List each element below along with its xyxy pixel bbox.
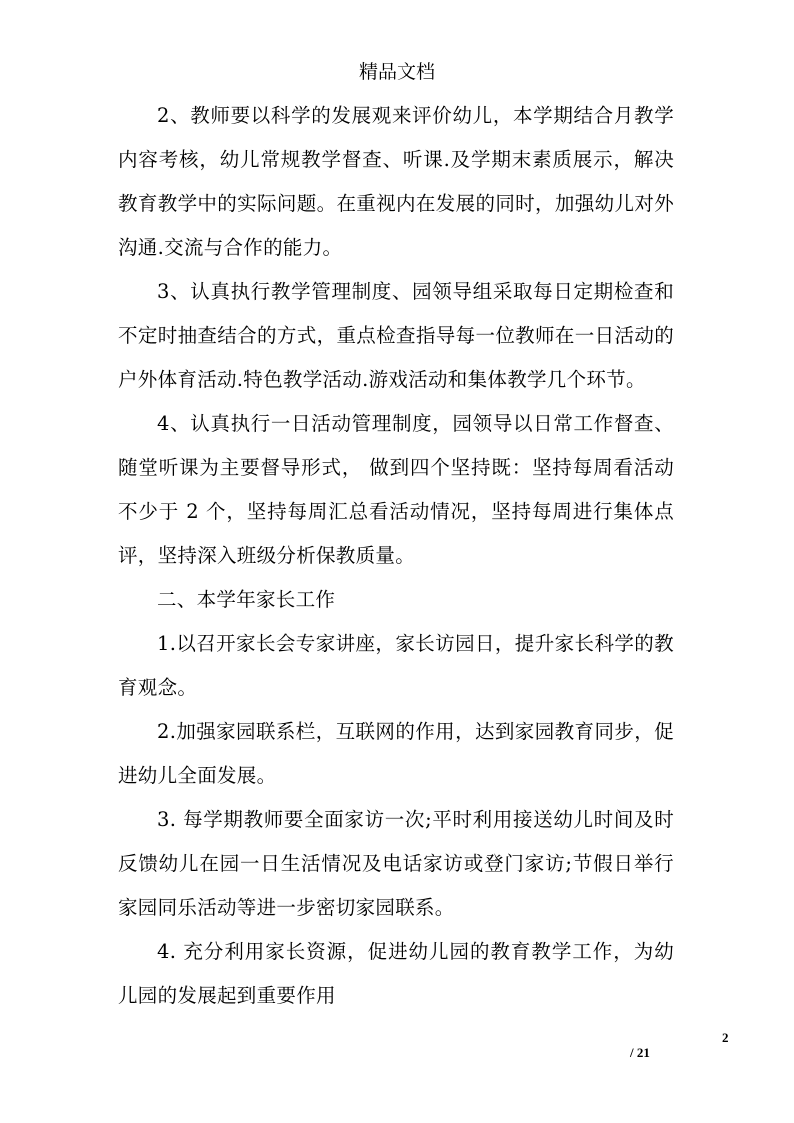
- section-heading-parent-work: 二、本学年家长工作: [157, 588, 336, 611]
- page-number: 2: [722, 1030, 729, 1045]
- paragraph-home-school-contact: 2.加强家园联系栏，互联网的作用，达到家园教育同步，促进幼儿全面发展。: [118, 720, 674, 787]
- paragraph-home-visits: 3. 每学期教师要全面家访一次;平时利用接送幼儿时间及时反馈幼儿在园一日生活情况及电话家访或登门家访;节假日举行家园同乐活动等进一步密切家园联系。: [118, 808, 674, 919]
- paragraph-daily-activity-management: 4、认真执行一日活动管理制度，园领导以日常工作督查、随堂听课为主要督导形式， 做到四个坚持既：坚持每周看活动不少于 2 个，坚持每周汇总看活动情况，坚持每周进行集体点评，坚持深入班级分析保教质量。: [118, 412, 674, 567]
- document-header-title: 精品文档: [358, 61, 435, 83]
- paragraph-parent-meeting: 1.以召开家长会专家讲座，家长访园日，提升家长科学的教育观念。: [118, 632, 674, 699]
- paragraph-parent-resources: 4. 充分利用家长资源，促进幼儿园的教育教学工作，为幼儿园的发展起到重要作用: [118, 940, 674, 1007]
- page-total: / 21: [630, 1045, 650, 1060]
- paragraph-teacher-evaluation: 2、教师要以科学的发展观来评价幼儿，本学期结合月教学内容考核，幼儿常规教学督查、听课.及学期末素质展示，解决教育教学中的实际问题。在重视内在发展的同时，加强幼儿对外沟通.交流与合作的能力。: [118, 104, 674, 259]
- document-body: [118, 94, 674, 1018]
- paragraph-teaching-management: 3、认真执行教学管理制度、园领导组采取每日定期检查和不定时抽查结合的方式，重点检查指导每一位教师在一日活动的户外体育活动.特色教学活动.游戏活动和集体教学几个环节。: [118, 280, 674, 391]
